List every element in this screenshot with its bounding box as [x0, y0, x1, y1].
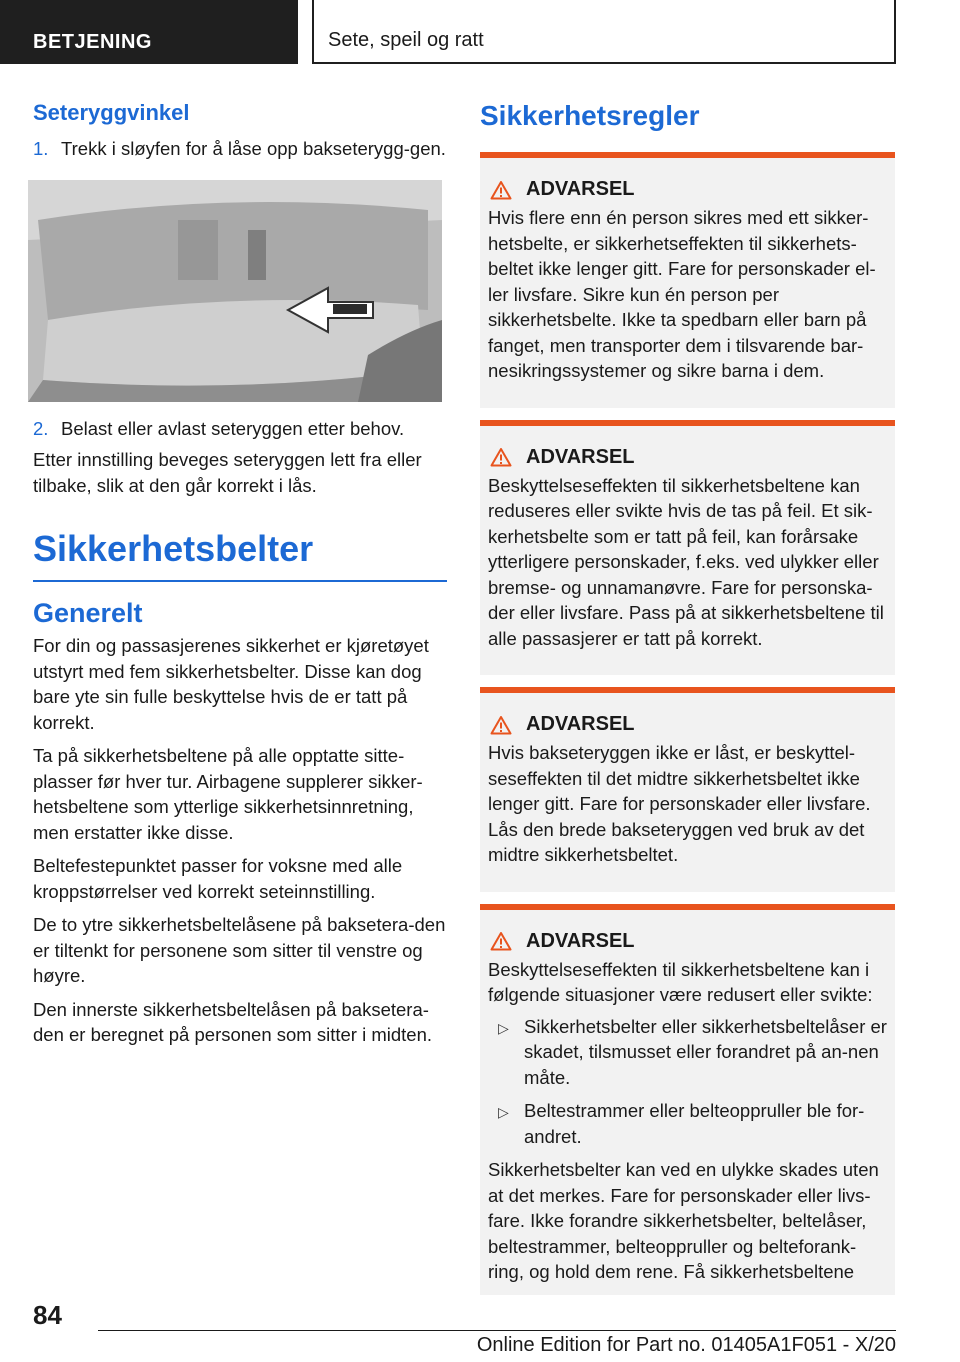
warning-triangle-icon — [490, 180, 512, 200]
warning-triangle-icon — [490, 447, 512, 467]
footer-edition-text: Online Edition for Part no. 01405A1F051 - X/20 — [476, 1334, 896, 1356]
paragraph: Ta på sikkerhetsbeltene på alle opptatte sitte-plasser før hver tur. Airbagene supplerer sikker-hetsbeltene som ytterlige sikkerhetsinnretning, men erstatter ikke disse. — [33, 745, 423, 843]
warning-title — [488, 178, 887, 201]
warning-title — [488, 446, 887, 469]
warning-triangle-icon — [490, 715, 512, 735]
step-2 — [33, 416, 447, 442]
warning-text: Sikkerhetsbelter kan ved en ulykke skades uten at det merkes. Fare for personskader eller livs-fare. Ikke forandre sikkerhetsbelter, beltelåser, beltestrammer, belteoppruller og belteforank-ring, og hold dem rene. Få sikkerhetsbeltene — [488, 1159, 879, 1282]
footer-divider — [98, 1330, 896, 1331]
list-item — [488, 1014, 887, 1091]
bullet-triangle-icon: ▷ — [498, 1019, 509, 1036]
paragraph: For din og passasjerenes sikkerhet er kjøretøyet utstyrt med fem sikkerhetsbelter. Disse kan dog bare yte sin fulle beskyttelse hvis de er tatt på korrekt. — [33, 635, 429, 733]
warning-title-text: ADVARSEL — [526, 929, 635, 952]
warning-title-text: ADVARSEL — [526, 178, 635, 200]
warning-text: Hvis flere enn én person sikres med ett sikker-hetsbelte, er sikkerhetseffekten til sikkerhets-beltet ikke lenger gitt. Fare for personskader el-ler livsfare. Sikre kun én person per sikkerhetsbelte. Ikke ta spedbarn eller barn på fanget, men transporter dem i tilsvarende bar-nesikringssystemer og sikre barna i dem. — [488, 207, 876, 381]
step-text: Trekk i sløyfen for å låse opp bakseterygg-gen. — [61, 138, 446, 159]
seat-image — [28, 180, 442, 402]
sub-heading: Generelt — [33, 598, 143, 628]
warning-triangle-icon — [490, 931, 512, 951]
warning-box — [480, 152, 895, 408]
page-number: 84 — [33, 1300, 62, 1330]
step-text: Belast eller avlast seteryggen etter behov. — [61, 417, 405, 439]
header-section-label: BETJENING — [0, 0, 298, 64]
step-number: 1. — [33, 138, 49, 159]
list-item-text: Sikkerhetsbelter eller sikkerhetsbeltelåser er skadet, tilsmusset eller forandret på an-nen måte. — [524, 1015, 887, 1088]
header-chapter-title: Sete, speil og ratt — [312, 0, 896, 64]
warning-title-text: ADVARSEL — [526, 445, 635, 468]
right-column — [480, 100, 895, 1307]
paragraph: De to ytre sikkerhetsbeltelåsene på baksetera-den er tiltenkt for personene som sitter til venstre og høyre. — [33, 914, 446, 986]
paragraph: Etter innstilling beveges seteryggen lett fra eller tilbake, slik at den går korrekt i lås. — [33, 449, 422, 496]
step-number: 2. — [33, 417, 49, 439]
paragraph: Beltefestepunktet passer for voksne med alle kroppstørrelser ved korrekt seteinnstilling. — [33, 855, 403, 902]
warning-title-text: ADVARSEL — [526, 713, 635, 735]
warning-title — [488, 930, 887, 953]
seatback-heading: Seteryggvinkel — [33, 100, 190, 125]
step-1 — [33, 136, 447, 162]
list-item-text: Beltestrammer eller belteoppruller ble for-andret. — [524, 1100, 865, 1147]
warning-title — [488, 713, 887, 736]
section-heading: Sikkerhetsbelter — [33, 528, 447, 582]
warning-text: Hvis bakseteryggen ikke er låst, er beskyttel-seseffekten til det midtre sikkerhetsbeltet ikke lenger gitt. Fare for personskader eller livsfare. Lås den brede bakseteryggen ved bruk av det midtre sikkerhetsbeltet. — [488, 742, 871, 865]
warning-text: Beskyttelseseffekten til sikkerhetsbeltene kan reduseres eller svikte hvis de tas på feil. Et sik-kerhetsbelte som er tatt på feil, kan forårsake ytterligere personskader, f.eks. ved ulykker eller bremse- og unnamanøvre. Fare for personska-der eller livsfare. Pass på at sikkerhetsbeltene til alle passasjerer er tatt på korrekt. — [488, 474, 884, 649]
list-item — [488, 1098, 887, 1149]
warning-box — [480, 687, 895, 892]
left-column — [33, 100, 447, 1056]
safety-rules-heading: Sikkerhetsregler — [480, 100, 700, 131]
warning-box — [480, 420, 895, 676]
warning-text: Beskyttelseseffekten til sikkerhetsbeltene kan i følgende situasjoner være redusert eller svikte: — [488, 958, 873, 1005]
warning-box — [480, 904, 895, 1295]
paragraph: Den innerste sikkerhetsbeltelåsen på baksetera-den er beregnet på personen som sitter i midten. — [33, 998, 433, 1045]
bullet-triangle-icon: ▷ — [498, 1104, 509, 1120]
rear-seat-illustration — [28, 180, 442, 402]
